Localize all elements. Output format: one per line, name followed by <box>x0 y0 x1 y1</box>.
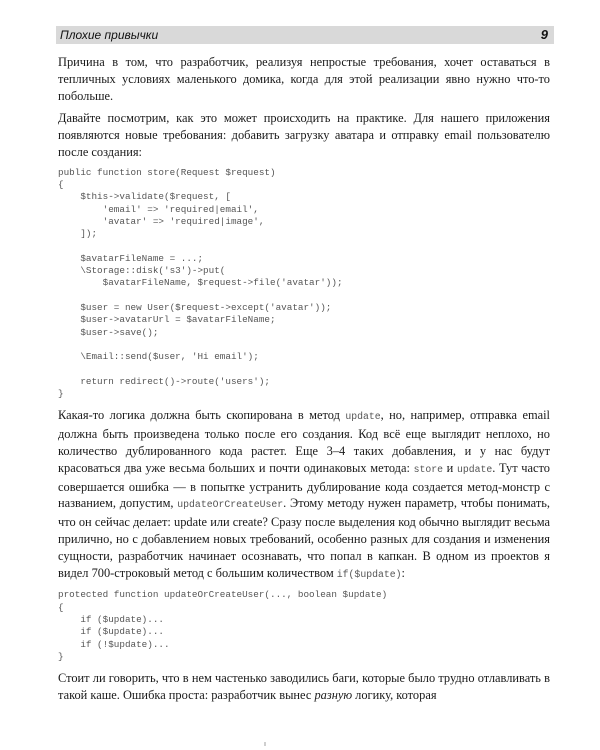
text-run: логику, которая <box>352 687 437 702</box>
text-run: . Тут часто совершается ошибка — в попытке устранить дублирование кода создается метод-монстр с названием, допустим, <box>58 460 550 511</box>
page-number: 9 <box>540 27 548 42</box>
paragraph-new-requirements: Давайте посмотрим, как это может происходить на практике. Для нашего приложения появляются новые требования: добавить загрузку аватара и отправку email пользователю после создания: <box>58 111 550 159</box>
scan-mark <box>264 742 266 746</box>
emphasis-word: разную <box>314 687 353 702</box>
code-listing-store: public function store(Request $request) { $this->validate($request, [ 'email' => 'required|email', 'avatar' => 'required|image', ]); $avatarFileName = ...; \Storage::disk('s3')->put( $avatarFileName, $request->file('avatar')); $user = new User($request->except('avatar')); $user->avatarUrl = $avatarFileName; $user->save(); \Email::send($user, 'Hi email'); return redirect()->route('users'); } <box>58 166 343 400</box>
text-run: , но, например, отправка email должна быть произведена только после его создания. Код всё еще выглядит неплохо, но количество дублированного кода растет. Еще 3–4 таких добавления, и у нас будут красоваться два уже весьма больших и почти одинаковых метода: <box>58 408 550 475</box>
inline-code-if-update: if($update) <box>336 568 402 580</box>
text-run: : <box>401 565 405 580</box>
inline-code-store: store <box>413 463 443 475</box>
inline-code-method-name: updateOrCreateUser <box>177 499 284 511</box>
page-content <box>58 54 550 710</box>
paragraph-bugs <box>58 670 550 704</box>
text-run: Стоит ли говорить, что в нем частенько заводились баги, которые было трудно отлавливать в такой каше. Ошибка проста: разработчик вынес <box>58 671 550 702</box>
section-title: Плохие привычки <box>60 28 159 42</box>
paragraph-duplication <box>58 407 550 583</box>
inline-code-update: update <box>345 411 381 423</box>
running-header <box>56 26 554 44</box>
code-listing-update-or-create: protected function updateOrCreateUser(..., boolean $update) { if ($update)... if ($update)... if (!$update)... } <box>58 589 388 662</box>
inline-code-update: update <box>457 463 493 475</box>
text-run: Какая-то логика должна быть скопирована в метод <box>58 408 346 423</box>
text-run: . Этому методу нужен параметр, чтобы понимать, что он сейчас делает: update или create? Сразу после выделения код обычно выглядит весьма прилично, но с добавлением новых требований, особенно разных для создания и изменения сущности, разработчик начинает осознавать, что попал в капкан. В одном из проектов я видел 700-строковый метод с большим количеством <box>58 496 550 580</box>
text-run: и <box>443 460 457 475</box>
paragraph-intro: Причина в том, что разработчик, реализуя непростые требования, хочет оставаться в тепличных условиях маленького домика, когда для этой реализации явно нужно что-то побольше. <box>58 55 550 103</box>
